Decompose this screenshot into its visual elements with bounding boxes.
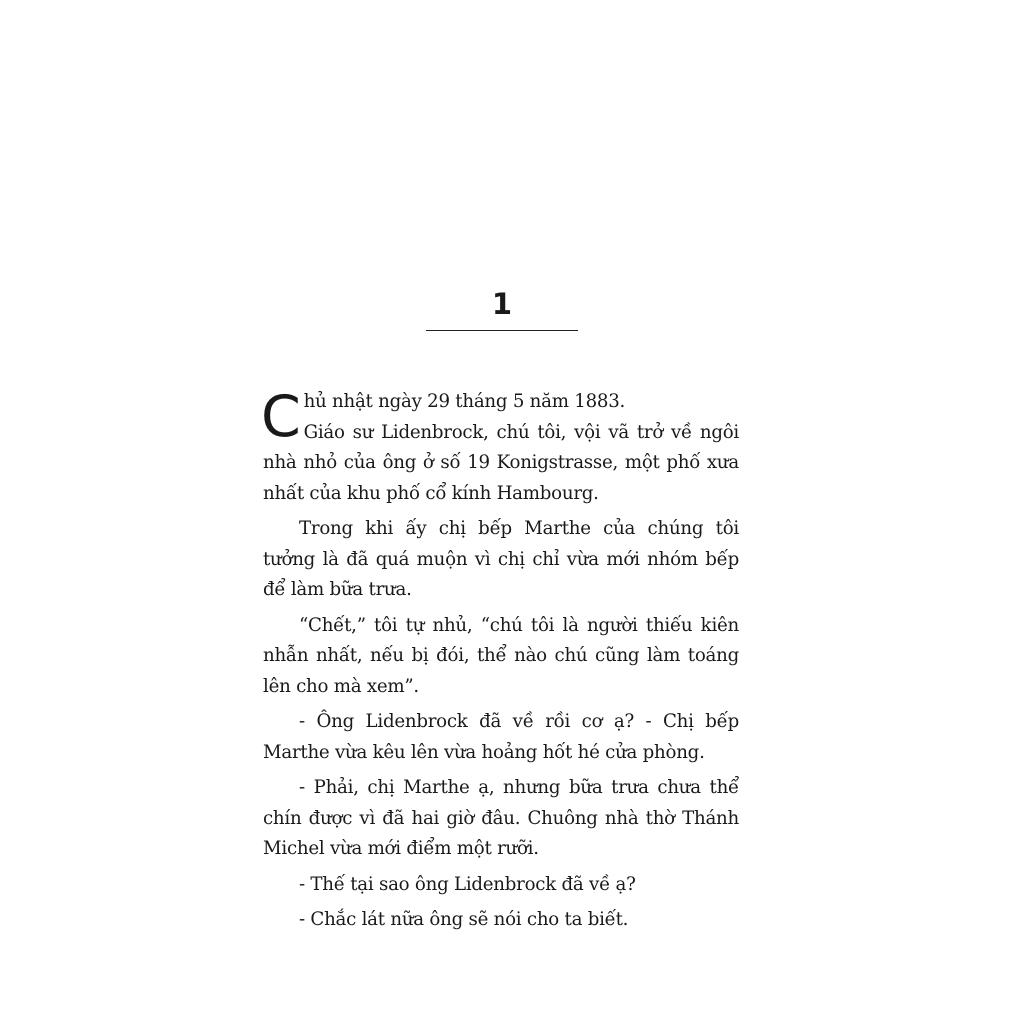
chapter-divider [426,330,578,331]
paragraph-1-rest: Giáo sư Lidenbrock, chú tôi, vội vã trở về ngôi nhà nhỏ của ông ở số 19 Konigstrasse, một phố xưa nhất của khu phố cổ kính Hambourg. [263,421,739,504]
paragraph-1 [261,384,739,509]
paragraph-7: - Chắc lát nữa ông sẽ nói cho ta biết. [299,909,629,930]
paragraph-1-first-line: hủ nhật ngày 29 tháng 5 năm 1883. [303,391,626,412]
paragraph-3: “Chết,” tôi tự nhủ, “chú tôi là người thiếu kiên nhẫn nhất, nếu bị đói, thể nào chú cũng làm toáng lên cho mà xem”. [263,614,739,697]
paragraph-4: - Ông Lidenbrock đã về rồi cơ ạ? - Chị bếp Marthe vừa kêu lên vừa hoảng hốt hé cửa phòng. [263,711,739,763]
chapter-number: 1 [491,287,513,321]
chapter-body [261,384,739,941]
paragraph-5: - Phải, chị Marthe ạ, nhưng bữa trưa chưa thể chín được vì đã hai giờ đâu. Chuông nhà thờ Thánh Michel vừa mới điểm một rưỡi. [263,777,739,859]
paragraph-2: Trong khi ấy chị bếp Marthe của chúng tôi tưởng là đã quá muộn vì chị chỉ vừa mới nhóm bếp để làm bữa trưa. [263,518,739,600]
drop-cap: C [261,384,301,450]
paragraph-6: - Thế tại sao ông Lidenbrock đã về ạ? [299,873,636,895]
